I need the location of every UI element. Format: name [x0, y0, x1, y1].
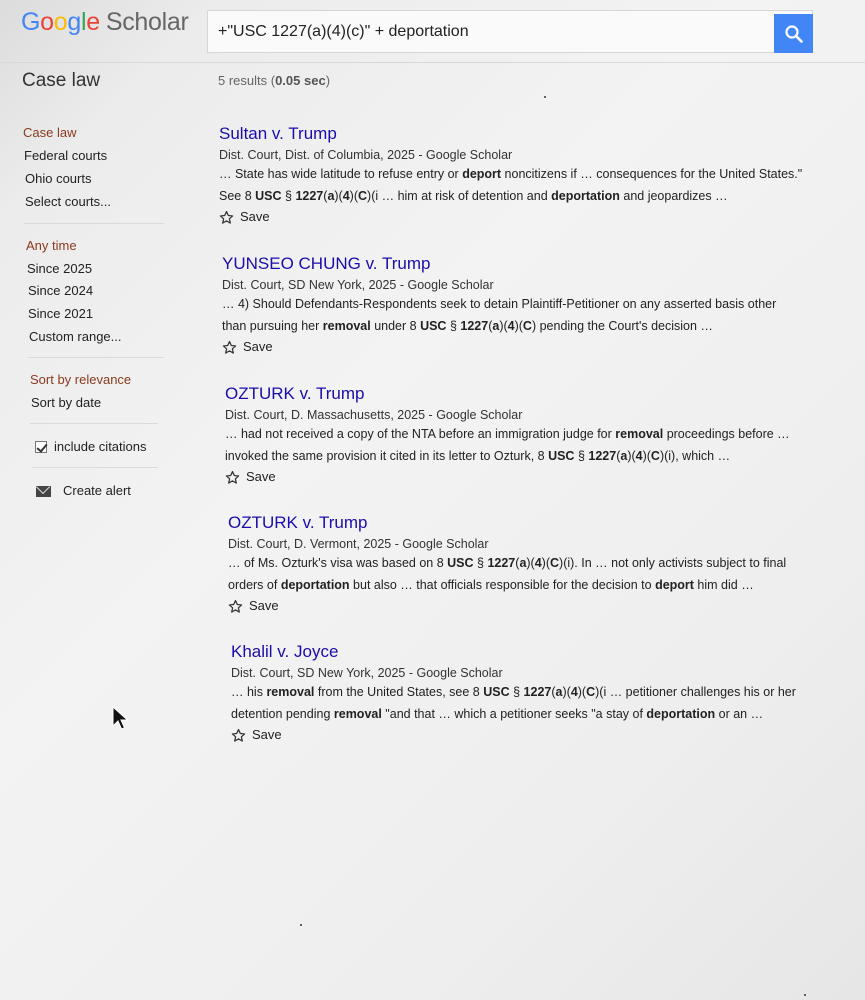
result-meta: Dist. Court, SD New York, 2025 - Google Scholar: [222, 278, 494, 292]
snippet-highlight: 4: [635, 448, 643, 463]
logo-letter: o: [53, 8, 68, 36]
snippet-text: … 4) Should Defendants-Respondents seek to detain Plaintiff-Petitioner on any asserted basis other: [222, 297, 777, 311]
snippet-text: )(: [577, 685, 587, 699]
result-title-link[interactable]: Khalil v. Joyce: [231, 642, 339, 661]
search-result: [219, 124, 839, 227]
snippet-text: )(i). In … not only activists subject to final: [559, 556, 787, 570]
filter-case-law[interactable]: Case law: [23, 125, 77, 140]
save-button[interactable]: [219, 207, 839, 227]
result-snippet-line: [222, 295, 842, 315]
snippet-text: (: [616, 448, 621, 463]
sidebar-divider: [32, 467, 158, 468]
snippet-highlight: USC: [255, 188, 282, 203]
include-citations-label[interactable]: include citations: [54, 439, 147, 454]
save-label: Save: [240, 209, 270, 224]
snippet-text: from the United States, see 8: [314, 685, 484, 699]
search-result: [228, 513, 848, 616]
snippet-text: … of Ms. Ozturk's visa was based on 8: [228, 556, 448, 570]
result-title-link[interactable]: Sultan v. Trump: [219, 124, 337, 143]
snippet-text: )(: [499, 318, 508, 333]
result-snippet-line: [231, 705, 851, 725]
save-label: Save: [246, 469, 276, 484]
snippet-text: §: [509, 685, 524, 699]
snippet-highlight: removal: [615, 427, 664, 441]
result-meta: Dist. Court, Dist. of Columbia, 2025 - Google Scholar: [219, 148, 513, 162]
save-label: Save: [243, 339, 273, 354]
snippet-highlight: 4: [534, 556, 542, 570]
snippet-highlight: 4: [507, 318, 515, 333]
snippet-text: §: [574, 448, 589, 463]
search-result: [222, 254, 842, 357]
include-citations-checkbox[interactable]: [35, 441, 47, 453]
sidebar-divider: [30, 423, 158, 424]
snippet-text: … had not received a copy of the NTA before an immigration judge for: [225, 427, 616, 441]
snippet-text: (: [551, 685, 556, 699]
sidebar-divider: [24, 223, 164, 224]
filter-custom-range[interactable]: Custom range...: [29, 329, 122, 344]
snippet-highlight: a: [620, 448, 628, 463]
snippet-text: detention pending: [231, 706, 334, 721]
snippet-text: )(: [334, 188, 343, 203]
snippet-text: (: [488, 318, 493, 333]
header-divider: [0, 62, 865, 63]
star-icon: [225, 470, 240, 485]
snippet-text: )(: [526, 556, 535, 570]
snippet-text: )(: [349, 188, 358, 203]
snippet-text: )(: [562, 685, 571, 699]
snippet-text: )(: [514, 318, 523, 333]
snippet-text: )(i … him at risk of detention and: [367, 188, 552, 203]
result-snippet-line: [222, 317, 842, 337]
result-title-link[interactable]: YUNSEO CHUNG v. Trump: [222, 254, 431, 273]
snippet-highlight: 1227: [460, 318, 489, 333]
snippet-highlight: USC: [483, 685, 510, 699]
search-button[interactable]: [774, 14, 813, 53]
screen-speck: [804, 994, 806, 996]
snippet-text: See 8: [219, 188, 256, 203]
results-suffix: ): [325, 73, 331, 88]
screen-speck: [300, 924, 302, 926]
snippet-highlight: 1227: [295, 188, 324, 203]
star-icon: [228, 599, 243, 614]
filter-federal-courts[interactable]: Federal courts: [24, 148, 108, 163]
result-title-link[interactable]: OZTURK v. Trump: [225, 384, 365, 403]
snippet-highlight: 1227: [487, 556, 516, 570]
filter-since-2021[interactable]: Since 2021: [28, 306, 94, 321]
save-button[interactable]: [225, 467, 845, 487]
filter-any-time[interactable]: Any time: [26, 238, 77, 253]
snippet-highlight: a: [555, 685, 563, 699]
logo-letter: e: [86, 8, 100, 36]
snippet-highlight: 4: [570, 685, 578, 699]
snippet-highlight: deportation: [551, 188, 620, 203]
snippet-highlight: 1227: [588, 448, 617, 463]
logo-letter: G: [21, 8, 41, 36]
snippet-highlight: a: [519, 556, 527, 570]
snippet-text: noncitizens if … consequences for the United States.": [501, 167, 803, 181]
sidebar-divider: [28, 357, 164, 358]
snippet-text: than pursuing her: [222, 318, 323, 333]
filter-since-2024[interactable]: Since 2024: [28, 283, 94, 298]
snippet-text: but also … that officials responsible for the decision to: [349, 577, 656, 592]
snippet-highlight: deport: [462, 167, 502, 181]
search-result: [231, 642, 851, 745]
result-snippet-line: [228, 554, 848, 574]
mail-icon[interactable]: [36, 486, 51, 497]
result-meta: Dist. Court, SD New York, 2025 - Google Scholar: [231, 666, 503, 680]
create-alert-link[interactable]: Create alert: [63, 483, 131, 498]
result-snippet-line: [225, 425, 845, 445]
snippet-text: under 8: [370, 318, 421, 333]
save-button[interactable]: [228, 596, 848, 616]
snippet-text: §: [473, 556, 488, 570]
snippet-text: invoked the same provision it cited in its letter to Ozturk, 8: [225, 448, 549, 463]
snippet-text: )(: [627, 448, 636, 463]
screen-speck: [544, 96, 546, 98]
logo-letter: g: [67, 8, 81, 36]
snippet-highlight: a: [327, 188, 335, 203]
filter-ohio-courts[interactable]: Ohio courts: [25, 171, 92, 186]
search-icon: [784, 24, 804, 44]
snippet-text: or an …: [715, 706, 764, 721]
snippet-highlight: USC: [420, 318, 447, 333]
snippet-text: )(: [541, 556, 550, 570]
filter-select-courts[interactable]: Select courts...: [25, 194, 111, 209]
snippet-highlight: a: [492, 318, 500, 333]
logo-product: Scholar: [105, 8, 189, 36]
snippet-highlight: C: [522, 318, 532, 333]
mouse-pointer-icon: [112, 706, 130, 732]
result-snippet-line: [219, 165, 839, 185]
snippet-text: )(i), which …: [659, 448, 731, 463]
result-snippet-line: [225, 447, 845, 467]
snippet-highlight: deport: [655, 577, 694, 592]
results-time: 0.05 sec: [275, 73, 326, 88]
snippet-text: §: [446, 318, 461, 333]
google-scholar-logo[interactable]: [21, 8, 189, 37]
search-result: [225, 384, 845, 487]
result-title-link[interactable]: OZTURK v. Trump: [228, 513, 368, 532]
snippet-text: … his: [231, 685, 267, 699]
snippet-text: him did …: [693, 577, 754, 592]
snippet-highlight: removal: [333, 706, 382, 721]
snippet-text: ) pending the Court's decision …: [531, 318, 713, 333]
snippet-highlight: C: [586, 685, 596, 699]
star-icon: [231, 728, 246, 743]
search-box: [207, 10, 813, 53]
snippet-highlight: deportation: [646, 706, 716, 721]
result-meta: Dist. Court, D. Vermont, 2025 - Google Scholar: [228, 537, 489, 551]
snippet-highlight: C: [650, 448, 660, 463]
save-button[interactable]: [231, 725, 851, 745]
snippet-text: "and that … which a petitioner seeks "a stay of: [381, 706, 647, 721]
star-icon: [219, 210, 234, 225]
search-input[interactable]: [208, 11, 774, 52]
snippet-highlight: C: [550, 556, 560, 570]
snippet-highlight: removal: [266, 685, 315, 699]
save-label: Save: [249, 598, 279, 613]
snippet-text: )(: [642, 448, 651, 463]
result-snippet-line: [219, 187, 839, 207]
snippet-text: orders of: [228, 577, 281, 592]
snippet-text: … State has wide latitude to refuse entry or: [219, 167, 463, 181]
sort-by-relevance[interactable]: Sort by relevance: [30, 372, 132, 387]
snippet-text: and jeopardizes …: [619, 188, 728, 203]
results-prefix: 5 results (: [218, 73, 276, 88]
snippet-text: proceedings before …: [663, 427, 790, 441]
snippet-text: (: [323, 188, 328, 203]
snippet-text: (: [515, 556, 520, 570]
snippet-text: §: [281, 188, 296, 203]
result-snippet-line: [228, 576, 848, 596]
snippet-highlight: USC: [447, 556, 474, 570]
logo-letter: o: [40, 8, 54, 36]
result-snippet-line: [231, 683, 851, 703]
filter-since-2025[interactable]: Since 2025: [27, 261, 93, 276]
snippet-highlight: C: [358, 188, 368, 203]
results-count: [218, 73, 330, 88]
snippet-highlight: USC: [548, 448, 575, 463]
snippet-highlight: 1227: [523, 685, 552, 699]
save-label: Save: [252, 727, 282, 742]
save-button[interactable]: [222, 337, 842, 357]
logo-letter: l: [80, 8, 87, 36]
sort-by-date[interactable]: Sort by date: [31, 395, 102, 410]
result-meta: Dist. Court, D. Massachusetts, 2025 - Google Scholar: [225, 408, 523, 422]
snippet-highlight: removal: [322, 318, 371, 333]
star-icon: [222, 340, 237, 355]
snippet-highlight: deportation: [280, 577, 350, 592]
snippet-highlight: 4: [342, 188, 350, 203]
snippet-text: )(i … petitioner challenges his or her: [595, 685, 796, 699]
section-title: Case law: [22, 70, 101, 91]
